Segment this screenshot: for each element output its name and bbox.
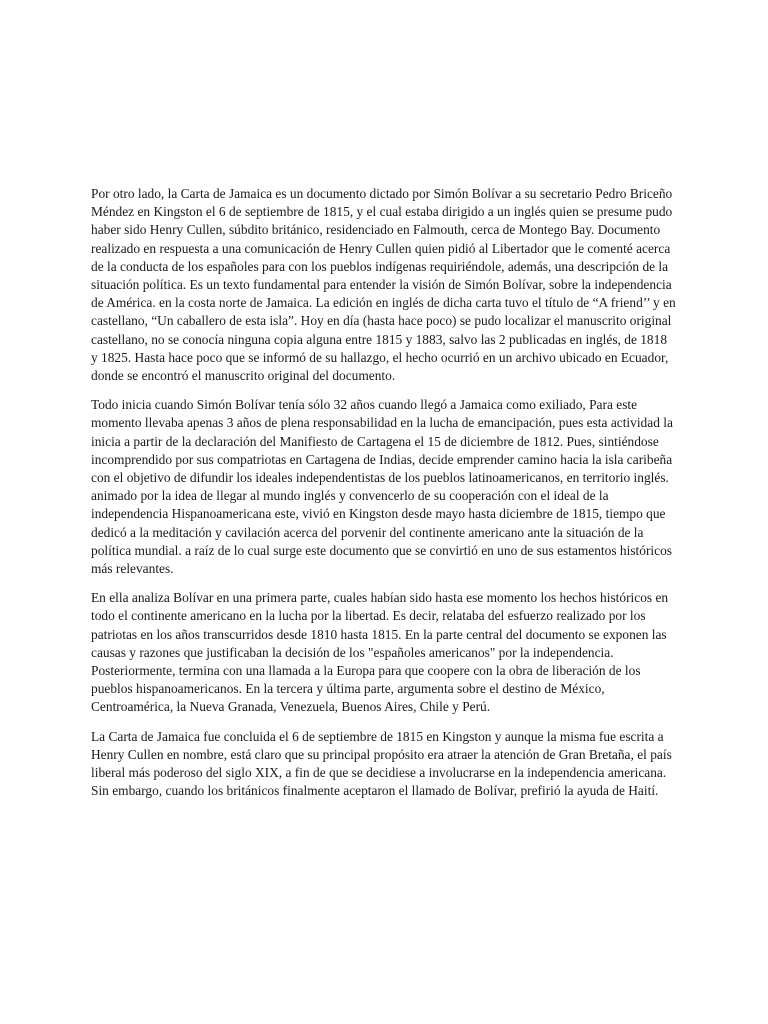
paragraph-4: La Carta de Jamaica fue concluida el 6 de septiembre de 1815 en Kingston y aunque la misma fue escrita a Henry Cullen en nombre, está claro que su principal propósito era atraer la atención de Gran Bretaña, el país liberal más poderoso del siglo XIX, a fin de que se decidiese a involucrarse en la independencia americana. Sin embargo, cuando los británicos finalmente aceptaron el llamado de Bolívar, prefirió la ayuda de Haití. — [91, 728, 672, 799]
document-page — [91, 185, 677, 812]
paragraph-2: Todo inicia cuando Simón Bolívar tenía sólo 32 años cuando llegó a Jamaica como exiliado, Para este momento llevaba apenas 3 años de plena responsabilidad en la lucha de emancipación, pues esta actividad la inicia a partir de la declaración del Manifiesto de Cartagena el 15 de diciembre de 1812. Pues, sintiéndose incomprendido por sus compatriotas en Cartagena de Indias, decide emprender camino hacia la isla caribeña con el objetivo de difundir los ideales independentistas de los pueblos latinoamericanos, en territorio inglés. animado por la idea de llegar al mundo inglés y convencerlo de su cooperación con el ideal de la independencia Hispanoamericana este, vivió en Kingston desde mayo hasta diciembre de 1815, tiempo que dedicó a la meditación y cavilación acerca del porvenir del continente americano ante la situación de la política mundial. a raíz de lo cual surge este documento que se convirtió en uno de sus estamentos históricos más relevantes. — [91, 397, 673, 577]
paragraph-1: Por otro lado, la Carta de Jamaica es un documento dictado por Simón Bolívar a su secretario Pedro Briceño Méndez en Kingston el 6 de septiembre de 1815, y el cual estaba dirigido a un inglés quien se presume pudo haber sido Henry Cullen, súbdito británico, residenciado en Falmouth, cerca de Montego Bay. Documento realizado en respuesta a una comunicación de Henry Cullen quien pidió al Libertador que le comenté acerca de la conducta de los españoles para con los pueblos indígenas requiriéndole, además, una descripción de la situación política. Es un texto fundamental para entender la visión de Simón Bolívar, sobre la independencia de América. en la costa norte de Jamaica. La edición en inglés de dicha carta tuvo el título de “A friend’’ y en castellano, “Un caballero de esta isla”. Hoy en día (hasta hace poco) se pudo localizar el manuscrito original castellano, no se conocía ninguna copia alguna entre 1815 y 1883, salvo las 2 publicadas en inglés, de 1818 y 1825. Hasta hace poco que se informó de su hallazgo, el hecho ocurrió en un archivo ubicado en Ecuador, donde se encontró el manuscrito original del documento. — [91, 186, 676, 384]
paragraph-3: En ella analiza Bolívar en una primera parte, cuales habían sido hasta ese momento los hechos históricos en todo el continente americano en la lucha por la libertad. Es decir, relataba del esfuerzo realizado por los patriotas en los años transcurridos desde 1810 hasta 1815. En la parte central del documento se exponen las causas y razones que justificaban la decisión de los "españoles americanos" por la independencia. Posteriormente, termina con una llamada a la Europa para que coopere con la obra de liberación de los pueblos hispanoamericanos. En la tercera y última parte, argumenta sobre el destino de México, Centroamérica, la Nueva Granada, Venezuela, Buenos Aires, Chile y Perú. — [91, 590, 669, 715]
